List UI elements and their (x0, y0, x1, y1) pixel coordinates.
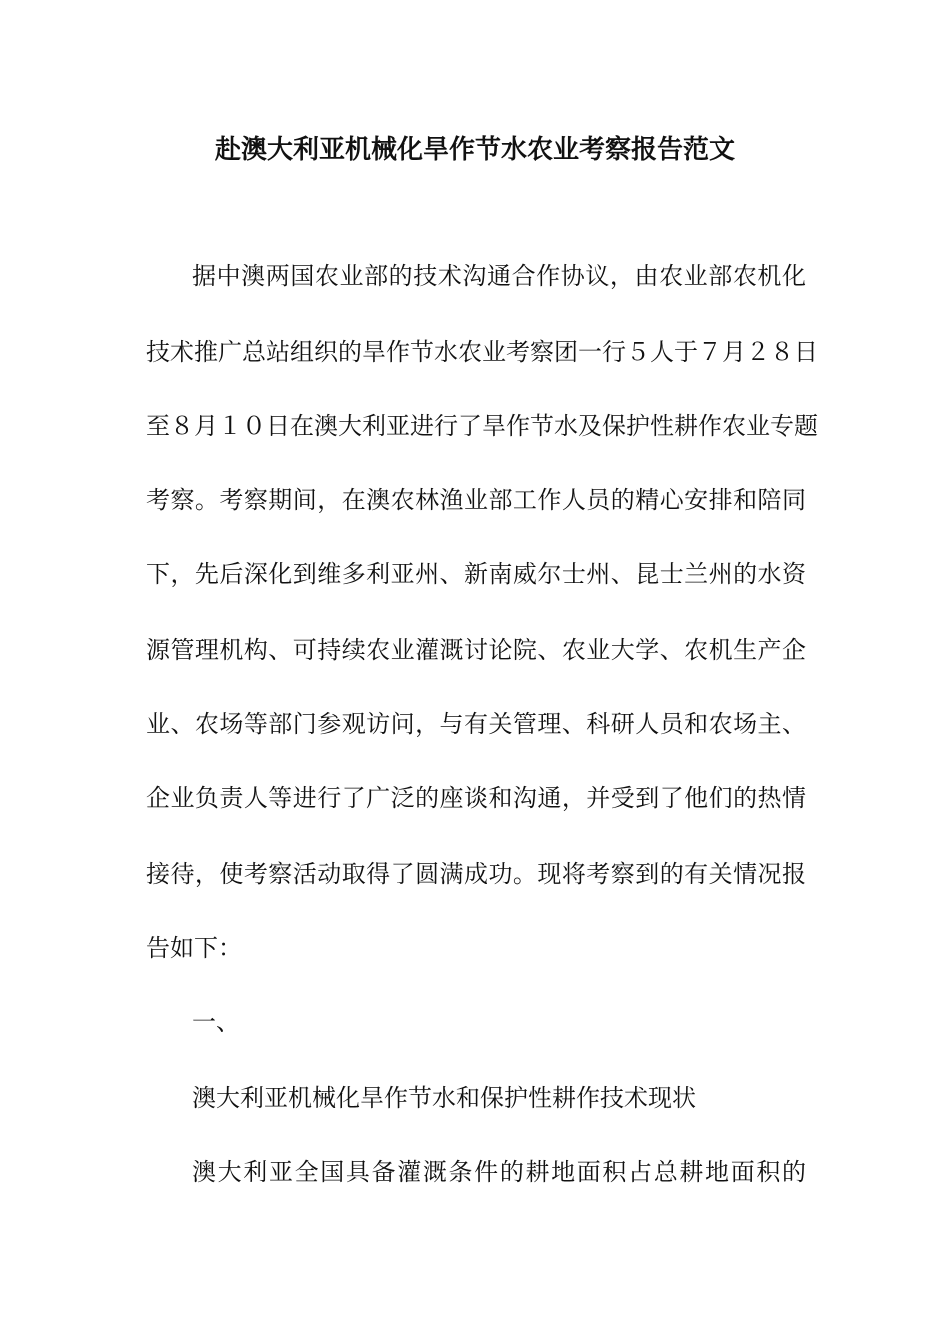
section-heading: 澳大利亚机械化旱作节水和保护性耕作技术现状 (192, 1084, 696, 1112)
section-number: 一、 (192, 1008, 240, 1036)
paragraph-1-line-7: 业、农场等部门参观访问，与有关管理、科研人员和农场主、 (146, 710, 806, 738)
paragraph-1-line-3: 至８月１０日在澳大利亚进行了旱作节水及保护性耕作农业专题 (146, 412, 818, 440)
paragraph-1-line-5: 下，先后深化到维多利亚州、新南威尔士州、昆士兰州的水资 (146, 560, 806, 588)
document-title: 赴澳大利亚机械化旱作节水农业考察报告范文 (214, 135, 735, 165)
paragraph-1-line-10: 告如下： (146, 934, 242, 962)
paragraph-1-line-6: 源管理机构、可持续农业灌溉讨论院、农业大学、农机生产企 (146, 636, 806, 664)
paragraph-2-line-1: 澳大利亚全国具备灌溉条件的耕地面积占总耕地面积的 (192, 1158, 806, 1186)
paragraph-1-line-1: 据中澳两国农业部的技术沟通合作协议，由农业部农机化 (192, 262, 806, 290)
paragraph-1-line-4: 考察。考察期间，在澳农林渔业部工作人员的精心安排和陪同 (146, 486, 806, 514)
paragraph-1-line-9: 接待，使考察活动取得了圆满成功。现将考察到的有关情况报 (146, 860, 806, 888)
paragraph-1-line-8: 企业负责人等进行了广泛的座谈和沟通，并受到了他们的热情 (146, 784, 806, 812)
paragraph-1-line-2: 技术推广总站组织的旱作节水农业考察团一行５人于７月２８日 (146, 338, 818, 366)
